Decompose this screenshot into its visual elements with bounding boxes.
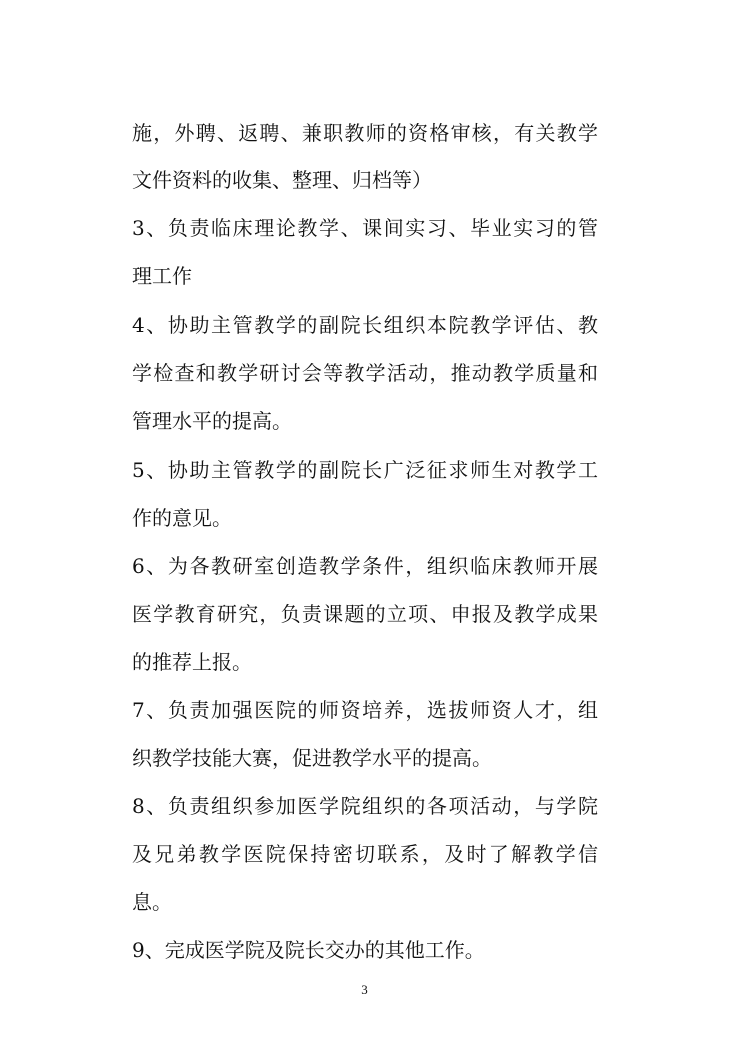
- text-line-14: 织教学技能大赛，促进教学水平的提高。: [132, 746, 492, 770]
- text-line-9: 作的意见。: [132, 506, 232, 530]
- text-line-7: 管理水平的提高。: [132, 409, 292, 433]
- text-line-15: 8、负责组织参加医学院组织的各项活动，与学院: [132, 794, 598, 818]
- text-line-11: 医学教育研究，负责课题的立项、申报及教学成果: [132, 602, 598, 626]
- text-line-6: 学检查和教学研讨会等教学活动，推动教学质量和: [132, 361, 598, 385]
- text-line-3: 3、负责临床理论教学、课间实习、毕业实习的管: [132, 216, 598, 240]
- text-line-5: 4、协助主管教学的副院长组织本院教学评估、教: [132, 313, 598, 337]
- text-line-1: 施，外聘、返聘、兼职教师的资格审核，有关教学: [132, 121, 598, 145]
- text-line-10: 6、为各教研室创造教学条件，组织临床教师开展: [132, 554, 598, 578]
- text-line-18: 9、完成医学院及院长交办的其他工作。: [132, 938, 485, 962]
- text-line-13: 7、负责加强医院的师资培养，选拔师资人才，组: [132, 698, 598, 722]
- text-line-2: 文件资料的收集、整理、归档等）: [132, 168, 432, 192]
- text-line-4: 理工作: [132, 264, 192, 288]
- page-number: 3: [361, 982, 368, 997]
- text-line-8: 5、协助主管教学的副院长广泛征求师生对教学工: [132, 458, 598, 482]
- text-line-17: 息。: [132, 890, 172, 914]
- text-line-12: 的推荐上报。: [132, 650, 252, 674]
- text-line-16: 及兄弟教学医院保持密切联系，及时了解教学信: [132, 842, 598, 866]
